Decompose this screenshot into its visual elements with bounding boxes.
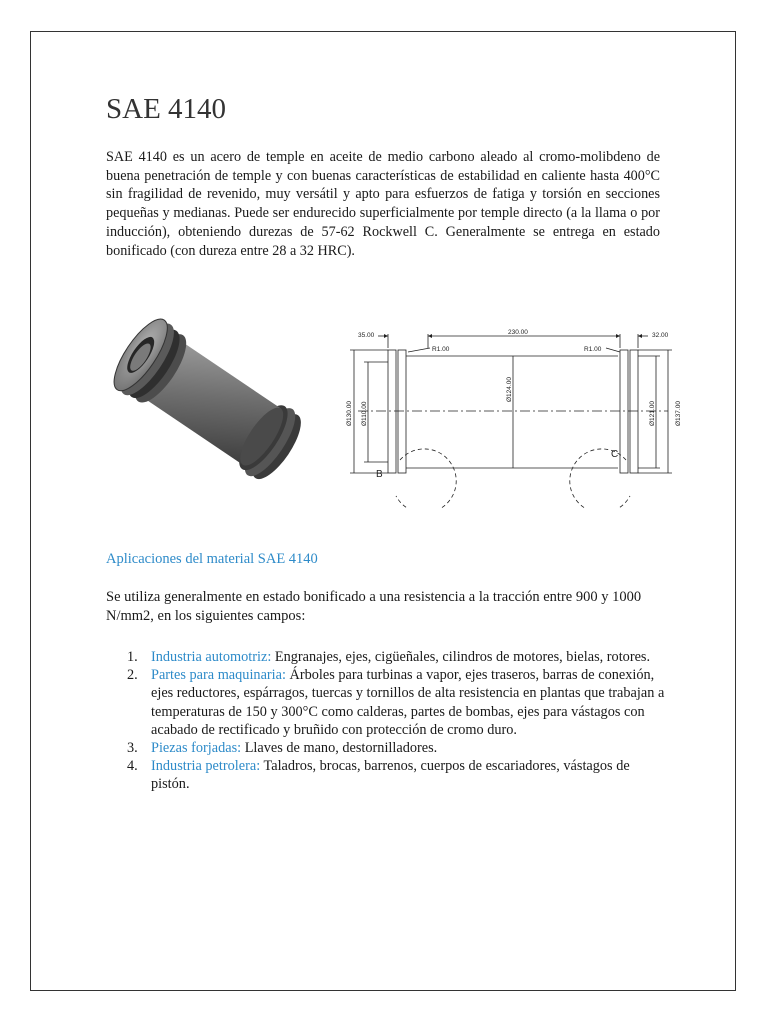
list-item	[106, 739, 666, 757]
list-item-number: 2.	[127, 667, 138, 684]
dia-124-label: Ø124.00	[506, 377, 513, 402]
detail-b-label: B	[376, 469, 383, 480]
list-item-term: Piezas forjadas:	[151, 740, 242, 757]
list-item-term: Industria petrolera:	[151, 758, 261, 775]
radius-right-label: R1.00	[584, 346, 602, 353]
detail-c-label: C	[611, 449, 619, 460]
list-item	[106, 757, 666, 793]
intro-paragraph: SAE 4140 es un acero de temple en aceite de medio carbono aleado al cromo-molibdeno de buena penetración de temple y con buenas características de estabilidad en caliente hasta 400°C sin fragilidad de revenido, muy versátil y apto para esfuerzos de fatiga y torsión en secciones pequeñas y medianas. Puede ser endurecido superficialmente por temple directo (a la llama o por inducción), obteniendo durezas de 57-62 Rockwell C. Generalmente se entrega en estado bonificado (con dureza entre 28 a 32 HRC).	[106, 149, 660, 259]
dia-137-label: Ø137.00	[675, 401, 682, 426]
list-item-number: 1.	[127, 649, 138, 665]
list-item-text: Llaves de mano, destornilladores.	[241, 740, 438, 757]
dim-left-label: 35.00	[358, 332, 375, 339]
section-paragraph: Se utiliza generalmente en estado bonificado a una resistencia a la tracción entre 900 y 1000 N/mm2, en los siguientes campos:	[106, 589, 642, 624]
dia-110-label: Ø110.00	[361, 401, 368, 426]
list-item-number: 4.	[127, 758, 138, 775]
shaft-3d-render	[100, 318, 325, 488]
list-item-term: Partes para maquinaria:	[151, 667, 286, 684]
list-item-text: Engranajes, ejes, cigüeñales, cilindros de motores, bielas, rotores.	[271, 649, 651, 665]
radius-left-label: R1.00	[432, 346, 450, 353]
section-heading: Aplicaciones del material SAE 4140	[106, 551, 318, 567]
dim-right-label: 32.00	[652, 332, 669, 339]
list-item	[106, 666, 666, 739]
list-item-number: 3.	[127, 740, 138, 757]
shaft-technical-drawing	[338, 322, 682, 508]
list-item-text: Árboles para turbinas a vapor, ejes traseros, barras de conexión, ejes reductores, espárragos, tuercas y tornillos de alta resistencia en plantas que trabajan a temperaturas de 150 y 300°C como calderas, partes de bombas, ejes para vástagos con acabado de rectificado y bruñido con protección de cromo duro.	[151, 667, 665, 738]
dia-121-label: Ø121.00	[649, 401, 656, 426]
dia-130-label: Ø130.00	[346, 401, 353, 426]
document-title: SAE 4140	[106, 93, 227, 125]
list-item-text: Taladros, brocas, barrenos, cuerpos de escariadores, vástagos de pistón.	[151, 758, 630, 793]
list-item	[106, 648, 666, 666]
list-item-term: Industria automotriz:	[151, 649, 272, 665]
applications-list	[106, 648, 666, 794]
dim-center-label: 230.00	[508, 329, 528, 336]
